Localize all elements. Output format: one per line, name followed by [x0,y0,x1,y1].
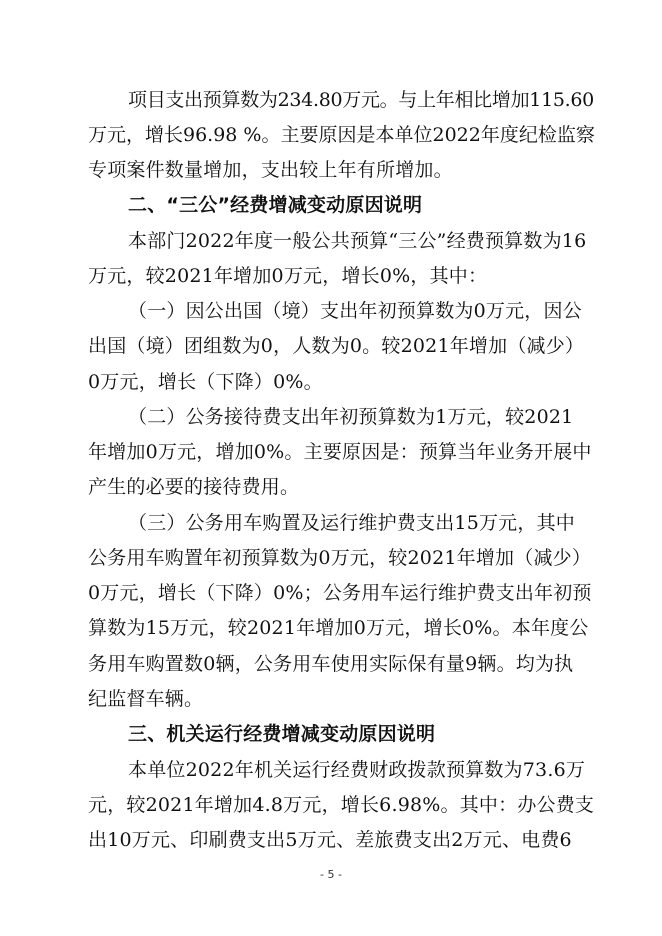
body-line: 万元，较2021年增加0万元，增长0%，其中： [88,265,488,287]
body-line: 元，较2021年增加4.8万元，增长6.98%。其中：办公费支 [88,794,595,816]
body-line: 本单位2022年机关运行经费财政拨款预算数为73.6万 [128,759,586,781]
body-line: （二）公务接待费支出年初预算数为1万元，较2021 [128,406,574,428]
body-line: 0万元，增长（下降）0%；公务用车运行维护费支出年初预 [88,582,592,604]
body-line: 务用车购置数0辆，公务用车使用实际保有量9辆。均为执 [88,653,574,675]
body-line: 专项案件数量增加，支出较上年有所增加。 [88,159,453,181]
section-heading-3: 三、机关运行经费增减变动原因说明 [128,723,436,745]
body-line: 本部门2022年度一般公共预算“三公”经费预算数为16 [128,230,587,252]
page-number: - 5 - [320,868,342,881]
body-line: 万元，增长96.98 %。主要原因是本单位2022年度纪检监察 [88,124,595,146]
body-line: 产生的必要的接待费用。 [88,476,300,498]
section-heading-2: 二、“三公”经费增减变动原因说明 [128,194,423,216]
body-line: （一）因公出国（境）支出年初预算数为0万元，因公 [128,300,582,322]
body-line: 0万元，增长（下降）0%。 [88,371,323,393]
body-line: 公务用车购置年初预算数为0万元，较2021年增加（减少） [88,547,592,569]
body-line: （三）公务用车购置及运行维护费支出15万元，其中 [128,512,575,534]
body-line: 项目支出预算数为234.80万元。与上年相比增加115.60 [128,89,594,111]
body-line: 纪监督车辆。 [88,688,204,710]
body-line: 出国（境）团组数为0，人数为0。较2021年增加（减少） [88,335,585,357]
body-line: 年增加0万元，增加0%。主要原因是：预算当年业务开展中 [88,441,592,463]
body-line: 算数为15万元，较2021年增加0万元，增长0%。本年度公 [88,617,589,639]
body-line: 出10万元、印刷费支出5万元、差旅费支出2万元、电费6 [88,829,572,851]
